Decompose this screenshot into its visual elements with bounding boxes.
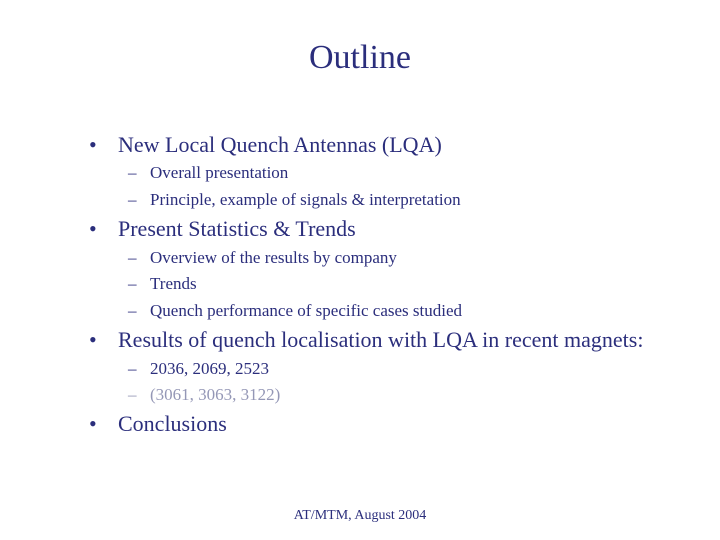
dash-marker: – [128,274,137,293]
sub-item [128,247,397,269]
bullet-marker: • [89,411,97,436]
dash-marker: – [128,359,137,378]
bullet-item-results [89,326,643,354]
dash-marker: – [128,248,137,267]
bullet-item-lqa [89,131,442,159]
bullet-item-statistics [89,215,356,243]
bullet-marker: • [89,132,97,157]
sub-item-text: Quench performance of specific cases studied [150,301,463,320]
bullet-text: Results of quench localisation with LQA in recent magnets: [118,327,644,352]
bullet-item-conclusions [89,410,227,438]
bullet-marker: • [89,216,97,241]
sub-item-text: Overall presentation [150,163,289,182]
bullet-marker: • [89,327,97,352]
slide-title: Outline [309,39,411,76]
slide-footer: AT/MTM, August 2004 [293,508,427,523]
dash-marker: – [128,190,137,209]
sub-item-text: (3061, 3063, 3122) [150,385,281,404]
sub-item [128,273,197,295]
dash-marker: – [128,385,137,404]
dash-marker: – [128,301,137,320]
dash-marker: – [128,163,137,182]
sub-item [128,300,462,322]
sub-item [128,189,461,211]
bullet-text: Present Statistics & Trends [118,216,356,241]
sub-item-text: Trends [150,274,197,293]
sub-item-text: Overview of the results by company [150,248,397,267]
sub-item [128,162,288,184]
bullet-text: Conclusions [118,411,227,436]
sub-item [128,358,269,380]
sub-item-muted [128,384,280,406]
bullet-text: New Local Quench Antennas (LQA) [118,132,442,157]
sub-item-text: Principle, example of signals & interpretation [150,190,461,209]
sub-item-text: 2036, 2069, 2523 [150,359,269,378]
